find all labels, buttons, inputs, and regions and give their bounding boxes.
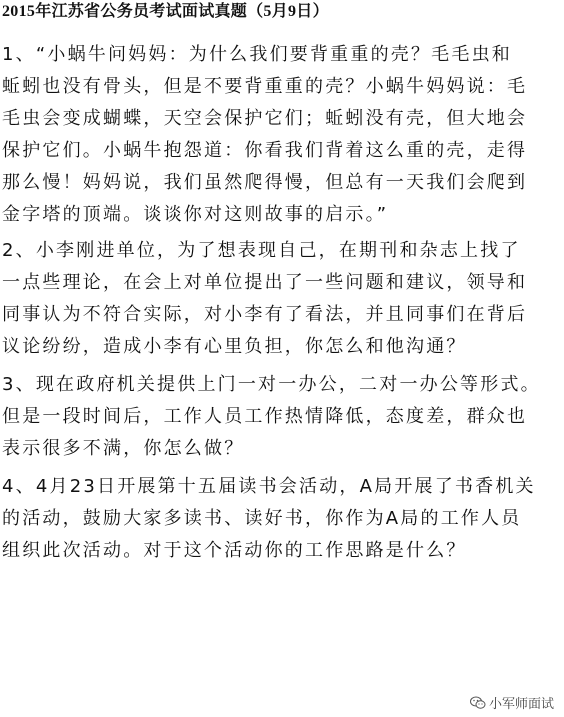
question-3-line: 表示很多不满，你怎么做？	[2, 438, 245, 459]
watermark	[468, 692, 556, 713]
question-3-line: 3、现在政府机关提供上门一对一办公，二对一办公等形式。	[2, 374, 541, 395]
question-4-line: 组织此次活动。对于这个活动你的工作思路是什么？	[2, 540, 467, 561]
question-2-line: 2、小李刚进单位，为了想表现自己，在期刊和杂志上找了	[2, 240, 521, 261]
question-4	[2, 471, 564, 567]
question-3-line: 但是一段时间后，工作人员工作热情降低，态度差，群众也	[2, 406, 528, 427]
question-1-line: 蚯蚓也没有骨头，但是不要背重重的壳？小蜗牛妈妈说：毛	[2, 76, 528, 97]
question-1-line: 毛虫会变成蝴蝶，天空会保护它们；蚯蚓没有壳，但大地会	[2, 108, 528, 129]
question-4-line: 的活动，鼓励大家多读书、读好书，你作为A局的工作人员	[2, 508, 522, 529]
question-2-line: 同事认为不符合实际，对小李有了看法，并且同事们在背后	[2, 304, 528, 325]
question-1-line: 那么慢！妈妈说，我们虽然爬得慢，但总有一天我们会爬到	[2, 172, 528, 193]
question-2	[2, 235, 564, 363]
question-1	[2, 39, 564, 231]
question-4-line: 4、4月23日开展第十五届读书会活动，A局开展了书香机关	[2, 476, 536, 497]
watermark-text: 小军师面试	[488, 697, 554, 712]
question-2-line: 一点些理论，在会上对单位提出了一些问题和建议，领导和	[2, 272, 528, 293]
question-2-line: 议论纷纷，造成小李有心里负担，你怎么和他沟通？	[2, 336, 467, 357]
question-1-line: 保护它们。小蜗牛抱怨道：你看我们背着这么重的壳，走得	[2, 140, 528, 161]
question-1-line: 金字塔的顶端。谈谈你对这则故事的启示。”	[2, 204, 389, 225]
document-title: 2015年江苏省公务员考试面试真题（5月9日）	[2, 3, 329, 20]
question-1-line: 1、“小蜗牛问妈妈：为什么我们要背重重的壳？毛毛虫和	[2, 44, 512, 65]
question-3	[2, 369, 564, 465]
wechat-icon	[470, 696, 486, 710]
